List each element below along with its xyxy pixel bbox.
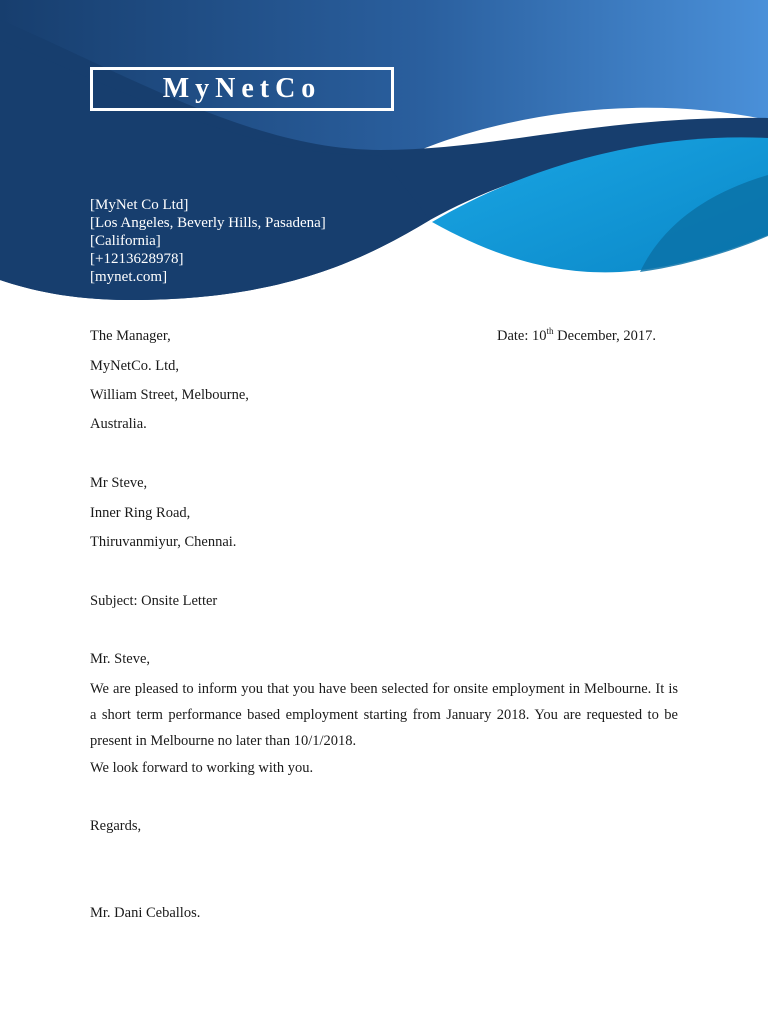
address-line: [mynet.com] bbox=[90, 269, 168, 285]
salutation: Mr. Steve, bbox=[90, 651, 151, 667]
company-address bbox=[90, 196, 326, 286]
company-logo-text: MyNetCo bbox=[162, 73, 322, 104]
logo-box bbox=[90, 67, 394, 111]
letter-body: We are pleased to inform you that you have been selected for onsite employment in Melbourne. It is a short term performance based employment starting from January 2018. You are requested to be present in Melbourne no later than 10/1/2018. bbox=[90, 681, 678, 749]
regards: Regards, bbox=[90, 818, 142, 834]
address-line: [MyNet Co Ltd] bbox=[90, 197, 189, 213]
address-line: [California] bbox=[90, 233, 161, 249]
recipient-line: The Manager, bbox=[90, 328, 171, 344]
sender-line: Thiruvanmiyur, Chennai. bbox=[90, 534, 237, 550]
letterhead bbox=[0, 0, 768, 320]
address-line: [Los Angeles, Beverly Hills, Pasadena] bbox=[90, 215, 326, 231]
recipient-line: MyNetCo. Ltd, bbox=[90, 358, 180, 374]
subject-line: Subject: Onsite Letter bbox=[90, 593, 218, 609]
signature-name: Mr. Dani Ceballos. bbox=[90, 905, 201, 921]
recipient-line: Australia. bbox=[90, 416, 147, 432]
sender-line: Inner Ring Road, bbox=[90, 505, 191, 521]
letter-date: Date: 10th December, 2017. bbox=[497, 326, 657, 344]
sender-line: Mr Steve, bbox=[90, 475, 148, 491]
closing-line: We look forward to working with you. bbox=[90, 760, 314, 776]
address-line: [+1213628978] bbox=[90, 251, 184, 267]
recipient-line: William Street, Melbourne, bbox=[90, 387, 249, 403]
